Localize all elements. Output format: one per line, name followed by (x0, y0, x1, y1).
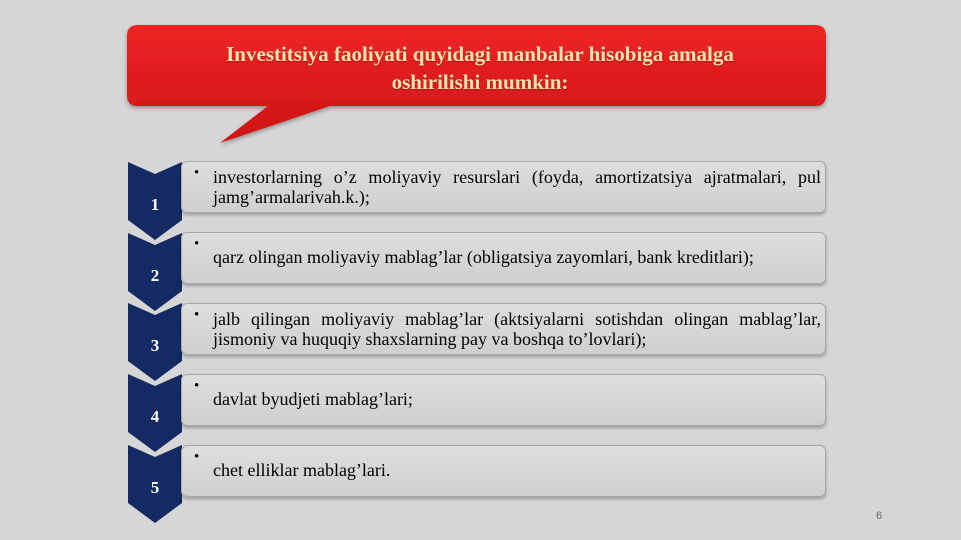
list-item-3 (181, 303, 826, 355)
list-item-2 (181, 232, 826, 284)
item-text-2: qarz olingan moliyaviy mablag’lar (obligatsiya zayomlari, bank kreditlari); (213, 247, 754, 267)
title-line-1: Investitsiya faoliyati quyidagi manbalar hisobiga amalga (226, 42, 734, 66)
step-marker-1 (128, 162, 182, 242)
page-number: 6 (876, 510, 883, 522)
step-number-5: 5 (150, 478, 160, 497)
title-line-2: oshirilishi mumkin: (391, 70, 569, 94)
step-number-3: 3 (150, 336, 160, 355)
bullet: • (194, 165, 200, 181)
step-marker-5 (128, 445, 182, 525)
bullet: • (194, 378, 200, 394)
list-item-4 (181, 374, 826, 426)
bullet: • (194, 307, 200, 323)
step-marker-3 (128, 303, 182, 383)
step-marker-2 (128, 233, 182, 313)
list-item-5 (181, 445, 826, 497)
slide-title (160, 40, 800, 96)
step-number-1: 1 (150, 195, 160, 214)
step-number-4: 4 (150, 407, 160, 426)
list-item-1 (181, 161, 826, 213)
step-marker-4 (128, 374, 182, 454)
bullet: • (194, 449, 200, 465)
step-number-2: 2 (150, 266, 160, 285)
item-text-3: jalb qilingan moliyaviy mablag’lar (aktsiyalarni sotishdan olingan mablag’lar, jismoniy va huquqiy shaxslarning pay va boshqa to’lovlari); (213, 309, 821, 349)
item-text-4: davlat byudjeti mablag’lari; (213, 389, 413, 409)
item-text-1: investorlarning o’z moliyaviy resurslari (foyda, amortizatsiya ajratmalari, pul jamg’armalarivah.k.); (213, 167, 821, 207)
bullet: • (194, 236, 200, 252)
item-text-5: chet elliklar mablag’lari. (213, 460, 391, 480)
